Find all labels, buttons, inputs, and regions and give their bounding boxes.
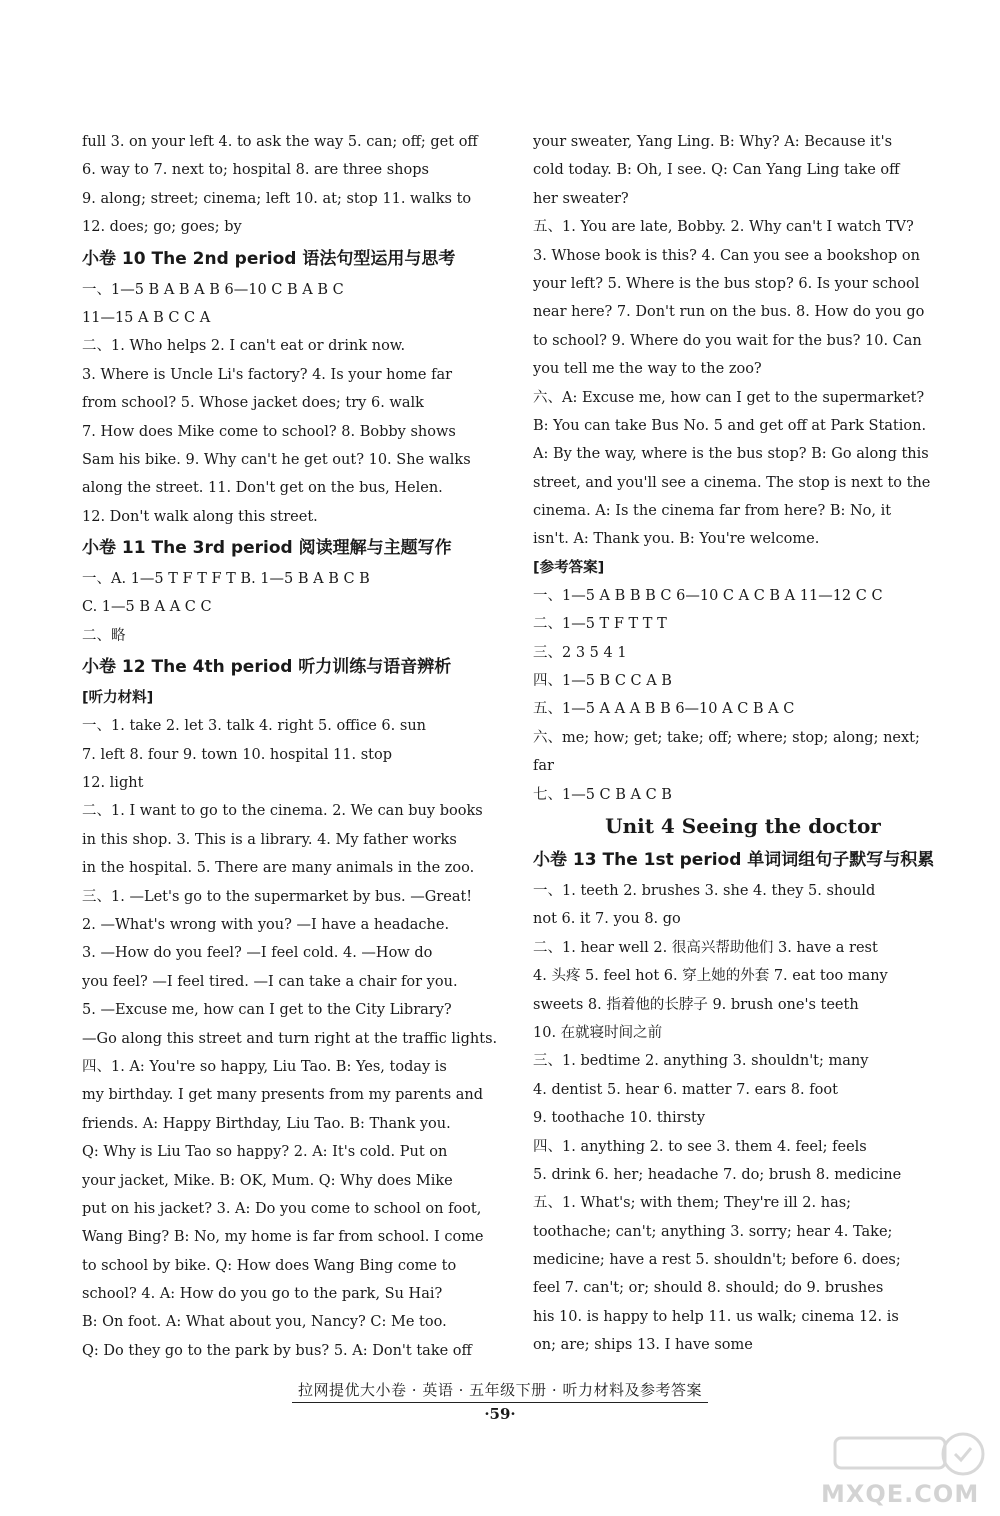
answer-line: 四、1. A: You're so happy, Liu Tao. B: Yes, today is — [82, 1058, 447, 1075]
answer-line: along the street. 11. Don't get on the bus, Helen. — [82, 480, 443, 497]
answer-line: 5. drink 6. her; headache 7. do; brush 8. medicine — [533, 1166, 902, 1183]
answer-line: friends. A: Happy Birthday, Liu Tao. B: Thank you. — [82, 1115, 451, 1132]
answer-line: your sweater, Yang Ling. B: Why? A: Because it's — [533, 134, 893, 150]
answer-line: his 10. is happy to help 11. us walk; cinema 12. is — [533, 1308, 899, 1325]
answer-line: my birthday. I get many presents from my parents and — [82, 1087, 484, 1104]
answer-line: on; are; ships 13. I have some — [533, 1337, 753, 1354]
answer-line: 二、1. I want to go to the cinema. 2. We can buy books — [82, 803, 483, 820]
answer-line: 二、1. Who helps 2. I can't eat or drink now. — [82, 338, 406, 355]
watermark-text: MXQE.COM — [821, 1480, 980, 1508]
section-heading: 小卷 10 The 2nd period 语法句型运用与思考 — [82, 248, 456, 269]
answer-line: feel 7. can't; or; should 8. should; do 9. brushes — [533, 1280, 884, 1297]
answer-line: 二、1. hear well 2. 很高兴帮助他们 3. have a rest — [533, 939, 878, 956]
answer-line: Q: Why is Liu Tao so happy? 2. A: It's cold. Put on — [82, 1144, 448, 1161]
answer-line: to school by bike. Q: How does Wang Bing come to — [82, 1257, 457, 1274]
answer-line: 4. 头疼 5. feel hot 6. 穿上她的外套 7. eat too many — [533, 968, 888, 985]
answer-line: your jacket, Mike. B: OK, Mum. Q: Why does Mike — [82, 1172, 453, 1189]
answer-line: Q: Do they go to the park by bus? 5. A: Don't take off — [82, 1342, 472, 1359]
answer-line: sweets 8. 指着他的长脖子 9. brush one's teeth — [533, 996, 859, 1013]
answer-line: cold today. B: Oh, I see. Q: Can Yang Ling take off — [533, 162, 900, 179]
answer-line: 10. 在就寝时间之前 — [533, 1024, 663, 1041]
answer-line: her sweater? — [533, 190, 629, 207]
watermark-logo — [815, 1430, 985, 1510]
answer-line: C. 1—5 B A A C C — [82, 599, 212, 616]
section-tag: [听力材料] — [82, 690, 154, 707]
answer-line: B: On foot. A: What about you, Nancy? C: Me too. — [82, 1314, 447, 1331]
section-tag: [参考答案] — [533, 559, 605, 576]
answer-line: to school? 9. Where do you wait for the bus? 10. Can — [533, 332, 922, 349]
answer-line: 六、me; how; get; take; off; where; stop; along; next; — [533, 729, 920, 746]
answer-line: 3. Where is Uncle Li's factory? 4. Is your home far — [82, 366, 453, 383]
answer-line: full 3. on your left 4. to ask the way 5. can; off; get off — [82, 134, 478, 150]
section-heading: 小卷 12 The 4th period 听力训练与语音辨析 — [82, 657, 452, 678]
answer-line: 6. way to 7. next to; hospital 8. are three shops — [82, 162, 429, 179]
answer-line: you feel? —I feel tired. —I can take a chair for you. — [82, 973, 458, 990]
answer-line: street, and you'll see a cinema. The stop is next to the — [533, 474, 931, 491]
answer-line: 五、1. You are late, Bobby. 2. Why can't I watch TV? — [533, 219, 914, 236]
answer-line: 2. —What's wrong with you? —I have a headache. — [82, 916, 450, 933]
answer-line: 一、1. teeth 2. brushes 3. she 4. they 5. should — [533, 882, 876, 899]
answer-line: not 6. it 7. you 8. go — [533, 911, 681, 928]
answer-line: 三、1. bedtime 2. anything 3. shouldn't; many — [533, 1053, 869, 1070]
answer-line: 二、1—5 T F T T T — [533, 616, 667, 633]
answer-line: isn't. A: Thank you. B: You're welcome. — [533, 531, 820, 548]
answer-line: 一、1—5 A B B B C 6—10 C A C B A 11—12 C C — [533, 587, 883, 604]
section-heading: 小卷 11 The 3rd period 阅读理解与主题写作 — [82, 538, 452, 559]
answer-line: near here? 7. Don't run on the bus. 8. How do you go — [533, 304, 925, 321]
answer-line: 12. Don't walk along this street. — [82, 508, 318, 525]
answer-line: 四、1. anything 2. to see 3. them 4. feel; feels — [533, 1138, 867, 1155]
unit-title: Unit 4 Seeing the doctor — [605, 813, 881, 838]
answer-line: A: By the way, where is the bus stop? B: Go along this — [533, 446, 929, 463]
watermark-icon — [815, 1430, 985, 1482]
answer-line: 一、A. 1—5 T F T F T B. 1—5 B A B C B — [82, 571, 370, 588]
answer-line: 3. —How do you feel? —I feel cold. 4. —How do — [82, 945, 433, 962]
answer-line: 9. along; street; cinema; left 10. at; stop 11. walks to — [82, 190, 472, 207]
answer-line: school? 4. A: How do you go to the park, Su Hai? — [82, 1286, 443, 1303]
answer-line: 9. toothache 10. thirsty — [533, 1110, 706, 1127]
answer-line: 二、略 — [82, 627, 126, 644]
answer-line: you tell me the way to the zoo? — [533, 361, 762, 378]
answer-line: 11—15 A B C C A — [82, 309, 211, 326]
answer-line: from school? 5. Whose jacket does; try 6. walk — [82, 395, 424, 412]
answer-line: B: You can take Bus No. 5 and get off at Park Station. — [533, 417, 927, 434]
page-footer — [0, 1379, 1000, 1423]
answer-line: cinema. A: Is the cinema far from here? B: No, it — [533, 503, 892, 520]
answer-line: far — [533, 758, 554, 775]
answer-line: 五、1. What's; with them; They're ill 2. has; — [533, 1195, 852, 1212]
answer-line: 三、1. —Let's go to the supermarket by bus. —Great! — [82, 888, 473, 905]
right-column — [533, 128, 953, 1360]
answer-line: 一、1. take 2. let 3. talk 4. right 5. office 6. sun — [82, 718, 426, 735]
answer-line: Sam his bike. 9. Why can't he get out? 10. She walks — [82, 451, 471, 468]
answer-line: 3. Whose book is this? 4. Can you see a bookshop on — [533, 247, 920, 264]
answer-line: your left? 5. Where is the bus stop? 6. Is your school — [533, 275, 920, 292]
answer-line: 六、A: Excuse me, how can I get to the supermarket? — [533, 389, 925, 406]
answer-line: Wang Bing? B: No, my home is far from school. I come — [82, 1229, 484, 1246]
answer-line: 12. light — [82, 775, 144, 792]
footer-title: 拉网提优大小卷 · 英语 · 五年级下册 · 听力材料及参考答案 — [292, 1379, 708, 1403]
answer-line: in this shop. 3. This is a library. 4. My father works — [82, 831, 457, 848]
answer-line: in the hospital. 5. There are many animals in the zoo. — [82, 860, 475, 877]
answer-line: —Go along this street and turn right at the traffic lights. — [82, 1030, 498, 1047]
page-number: ·59· — [484, 1405, 516, 1423]
answer-line: 一、1—5 B A B A B 6—10 C B A B C — [82, 281, 344, 298]
answer-line: 7. left 8. four 9. town 10. hospital 11. stop — [82, 746, 393, 763]
answer-line: 12. does; go; goes; by — [82, 219, 242, 236]
answer-line: 三、2 3 5 4 1 — [533, 644, 627, 661]
answer-line: 七、1—5 C B A C B — [533, 786, 672, 803]
answer-line: 4. dentist 5. hear 6. matter 7. ears 8. foot — [533, 1081, 838, 1098]
left-column — [82, 128, 507, 1365]
answer-line: put on his jacket? 3. A: Do you come to school on foot, — [82, 1200, 482, 1217]
answer-line: 5. —Excuse me, how can I get to the City Library? — [82, 1002, 452, 1019]
answer-line: 四、1—5 B C C A B — [533, 673, 672, 690]
answer-line: medicine; have a rest 5. shouldn't; before 6. does; — [533, 1252, 901, 1269]
section-heading: 小卷 13 The 1st period 单词词组句子默写与积累 — [533, 849, 935, 870]
answer-line: 7. How does Mike come to school? 8. Bobby shows — [82, 423, 456, 440]
answer-line: toothache; can't; anything 3. sorry; hear 4. Take; — [533, 1223, 893, 1240]
answer-line: 五、1—5 A A A B B 6—10 A C B A C — [533, 701, 795, 718]
